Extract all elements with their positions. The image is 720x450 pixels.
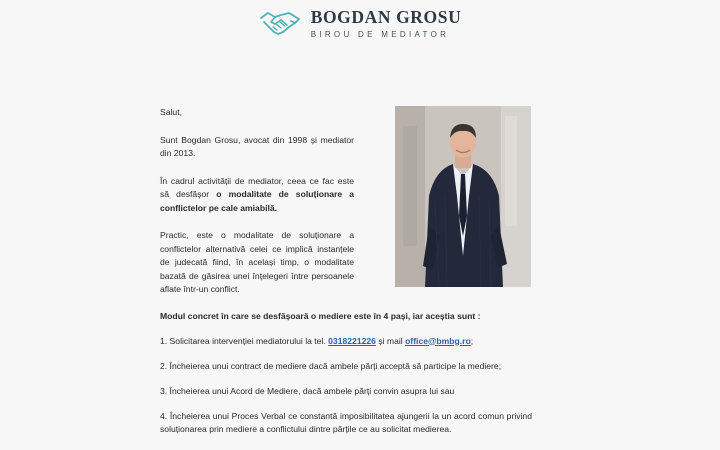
intro-paragraph-2 <box>160 175 354 216</box>
mediator-photo <box>395 106 531 287</box>
steps-heading: Modul concret în care se desfășoară o mediere este în 4 pași, iar aceștia sunt : <box>160 311 481 321</box>
portrait-illustration <box>395 106 531 287</box>
step-1 <box>160 335 532 349</box>
brand-logo[interactable] <box>259 8 462 39</box>
email-link[interactable]: office@bmbg.ro <box>405 335 471 346</box>
site-header <box>0 0 720 46</box>
handshake-icon <box>259 8 301 38</box>
step-1-text: 1. Solicitarea intervenției mediatorului la tel. <box>160 335 329 346</box>
step-4: 4. Încheierea unui Proces Verbal ce constantă imposibilitatea ajungerii la un acord comun privind soluționarea prin mediere a conflictului dintre părțile ce au solicitat medierea. <box>160 410 532 434</box>
intro-p2-text: În cadrul activității de mediator, ceea ce fac este să desfășor <box>160 175 354 199</box>
intro-paragraph-3: Practic, este o modalitate de soluționare a conflictelor alternativă celei ce implică instanțele de judecată fiind, în același timp, o modalitate bazată de găsirea unei înțelegeri între persoanele aflate într-un conflict. <box>160 230 354 294</box>
steps-section <box>160 310 532 448</box>
intro-paragraph-1: Sunt Bogdan Grosu, avocat din 1998 și mediator din 2013. <box>160 134 354 158</box>
brand-name: BOGDAN GROSU <box>310 6 462 27</box>
brand-subtitle: BIROU DE MEDIATOR <box>310 29 450 39</box>
step-1-mid: și mail <box>375 335 406 346</box>
phone-link[interactable]: 0318221226 <box>328 335 376 346</box>
step-1-end: ; <box>470 335 474 346</box>
step-2: 2. Încheierea unui contract de mediere dacă ambele părți acceptă să participe la mediere; <box>160 360 502 371</box>
intro-p2-bold: o modalitate de soluționare a conflictelor pe cale amiabilă. <box>160 189 355 213</box>
step-3: 3. Încheierea unui Acord de Mediere, dacă ambele părți convin asupra lui sau <box>160 385 455 396</box>
greeting-text: Salut, <box>160 107 182 117</box>
